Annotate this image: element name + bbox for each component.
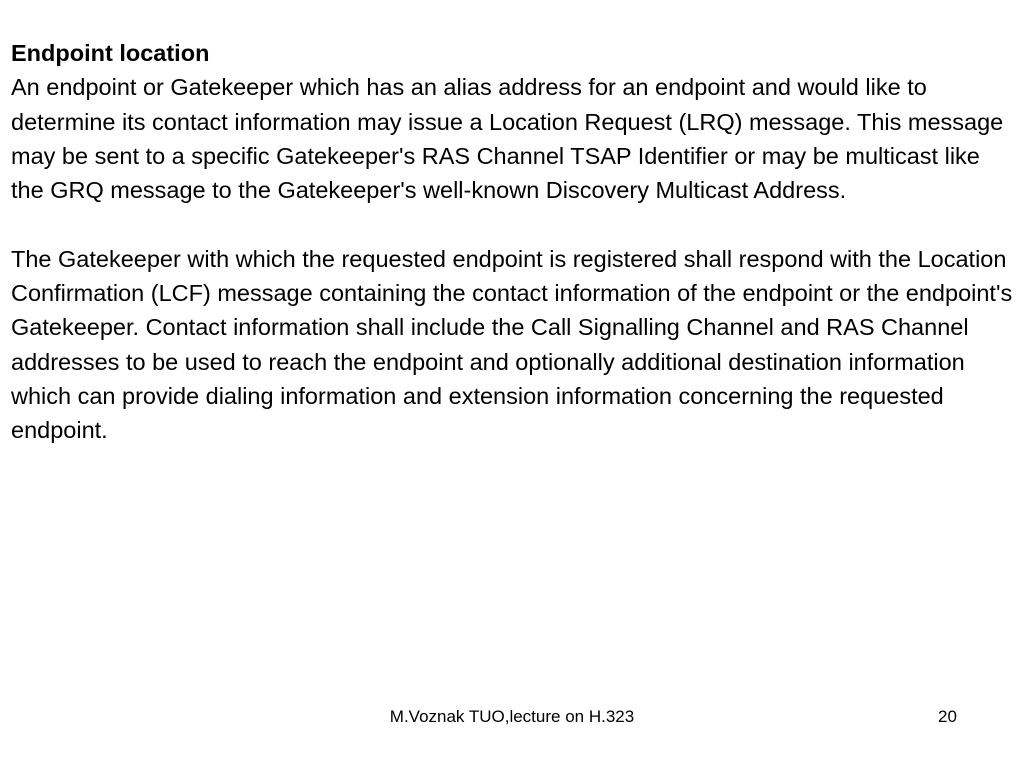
slide-body <box>11 36 1015 448</box>
footer-text: M.Voznak TUO,lecture on H.323 <box>389 707 635 726</box>
paragraph-spacer <box>11 207 1015 241</box>
page-number: 20 <box>938 707 957 726</box>
slide-title: Endpoint location <box>11 40 210 66</box>
paragraph-location-confirmation: The Gatekeeper with which the requested endpoint is registered shall respond with the Location Confirmation (LCF) message containing the contact information of the endpoint or the endpoint's Gatekeeper. Contact information shall include the Call Signalling Channel and RAS Channel addresses to be used to reach the endpoint and optionally additional destination information which can provide dialing information and extension information concerning the requested endpoint. <box>11 245 1013 444</box>
paragraph-location-request: An endpoint or Gatekeeper which has an alias address for an endpoint and would like to determine its contact information may issue a Location Request (LRQ) message. This message may be sent to a specific Gatekeeper's RAS Channel TSAP Identifier or may be multicast like the GRQ message to the Gatekeeper's well-known Discovery Multicast Address. <box>11 74 1004 204</box>
